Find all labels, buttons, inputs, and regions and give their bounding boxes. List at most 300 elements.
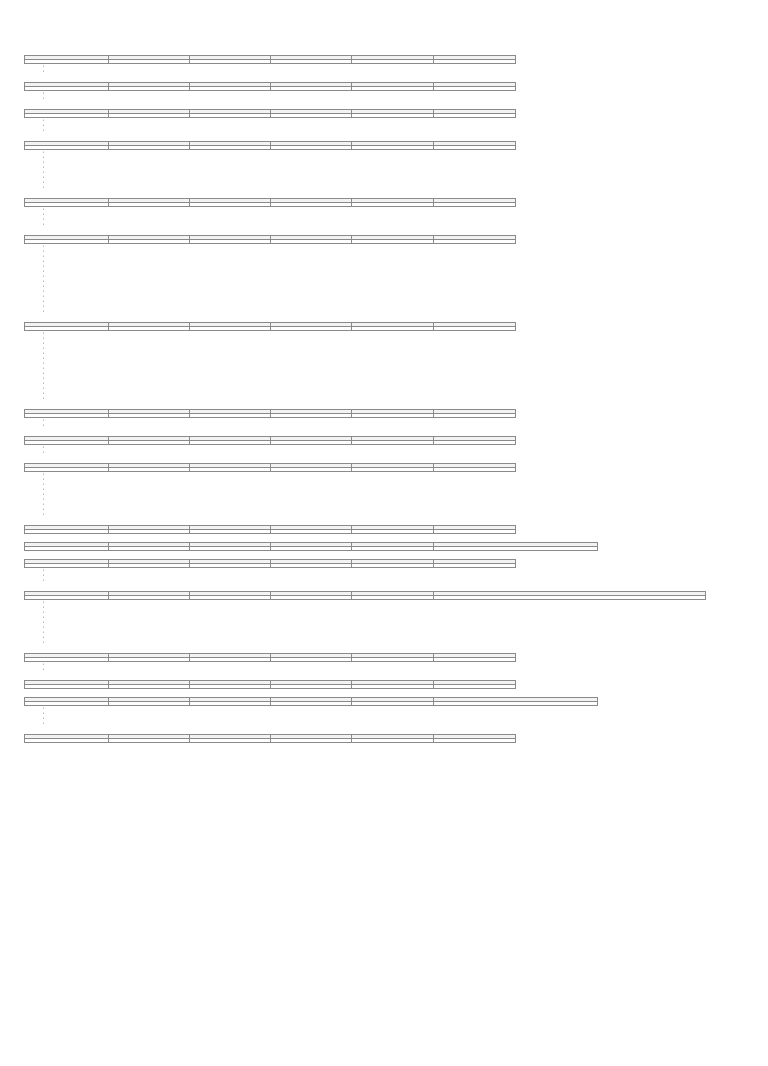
table-cell <box>352 468 434 472</box>
bullet-icon <box>42 166 45 169</box>
table-cell <box>190 547 271 551</box>
table-cell <box>190 60 271 64</box>
bullet-icon <box>42 392 45 395</box>
bullet-icon <box>42 181 45 184</box>
table-cell <box>352 685 434 689</box>
bullet-icon <box>42 161 45 164</box>
bullet-icon <box>42 245 45 248</box>
paragraph-line <box>24 856 394 863</box>
bullet-icon <box>42 300 45 303</box>
bullet-icon <box>42 362 45 365</box>
record-block <box>24 429 768 456</box>
table-cell <box>190 87 271 91</box>
notes-list <box>24 446 768 456</box>
notes-list <box>24 65 768 75</box>
bullet-icon <box>42 668 45 671</box>
paragraph-line <box>24 912 394 919</box>
table-cell <box>109 240 190 244</box>
table-cell <box>109 658 190 662</box>
record-heading <box>24 102 84 108</box>
record-heading <box>24 315 84 321</box>
bullet-icon <box>42 712 45 715</box>
notes-list <box>24 569 768 584</box>
paragraph-line <box>24 891 394 898</box>
table-cell <box>25 658 109 662</box>
paragraph-line <box>24 996 394 1003</box>
table-cell <box>25 547 109 551</box>
paragraph-line <box>24 828 394 835</box>
data-table <box>24 559 516 568</box>
data-table <box>24 680 516 689</box>
table-cell <box>109 414 190 418</box>
paragraph-line <box>24 870 394 877</box>
table-cell <box>25 530 109 534</box>
bullet-icon <box>42 387 45 390</box>
record-block <box>24 690 768 727</box>
table-cell <box>271 564 352 568</box>
bullet-icon <box>42 488 45 491</box>
table-cell <box>25 203 109 207</box>
notes-list <box>24 92 768 102</box>
table-cell <box>25 414 109 418</box>
bullet-icon <box>42 290 45 293</box>
paragraph-line <box>24 1045 394 1052</box>
data-table <box>24 409 516 418</box>
paragraph-line <box>24 863 394 870</box>
bullet-icon <box>42 255 45 258</box>
table-cell <box>25 87 109 91</box>
records-list <box>24 48 768 743</box>
table-cell <box>352 658 434 662</box>
record-block <box>24 518 768 534</box>
table-cell <box>271 702 352 706</box>
table-cell <box>109 530 190 534</box>
table-cell <box>109 468 190 472</box>
table-cell <box>352 441 434 445</box>
table-cell <box>434 60 516 64</box>
data-table <box>24 198 516 207</box>
table-cell <box>434 530 516 534</box>
table-cell <box>434 240 516 244</box>
table-cell <box>190 327 271 331</box>
bullet-icon <box>42 285 45 288</box>
paragraph-line <box>24 947 394 954</box>
record-heading <box>24 673 84 679</box>
table-cell <box>109 596 190 600</box>
record-block <box>24 646 768 673</box>
table-cell <box>109 114 190 118</box>
table-cell <box>25 240 109 244</box>
table-cell <box>352 564 434 568</box>
bullet-icon <box>42 717 45 720</box>
notes-list <box>24 151 768 191</box>
page-subtitle <box>24 14 354 40</box>
table-cell <box>352 60 434 64</box>
table-cell <box>190 203 271 207</box>
bullet-icon <box>42 119 45 122</box>
record-block <box>24 102 768 134</box>
table-cell <box>25 114 109 118</box>
table-row <box>25 114 516 118</box>
bullet-icon <box>42 663 45 666</box>
table-cell <box>271 530 352 534</box>
bullet-icon <box>42 616 45 619</box>
table-cell <box>434 739 516 743</box>
record-heading <box>24 228 84 234</box>
table-cell <box>434 327 516 331</box>
data-table <box>24 322 516 331</box>
notes-list <box>24 332 768 402</box>
table-cell <box>434 146 516 150</box>
bullet-icon <box>42 223 45 226</box>
data-table <box>24 235 516 244</box>
table-cell <box>352 114 434 118</box>
table-cell <box>190 240 271 244</box>
data-table <box>24 436 516 445</box>
bullet-icon <box>42 621 45 624</box>
table-cell <box>271 114 352 118</box>
record-block <box>24 552 768 584</box>
table-cell <box>434 114 516 118</box>
paragraph-line <box>24 884 394 891</box>
record-heading <box>24 584 84 590</box>
bullet-icon <box>42 569 45 572</box>
paragraph-line <box>24 842 394 849</box>
bullet-icon <box>42 508 45 511</box>
bullet-icon <box>42 641 45 644</box>
record-block <box>24 535 768 551</box>
record-block <box>24 315 768 402</box>
record-heading <box>24 535 84 541</box>
data-table <box>24 734 516 743</box>
notes-list <box>24 208 768 228</box>
paragraph-line <box>24 793 394 800</box>
table-cell <box>271 547 352 551</box>
paragraph-line <box>24 905 394 912</box>
bullet-icon <box>42 208 45 211</box>
paragraph-line <box>24 898 394 905</box>
paragraph-line <box>24 849 394 856</box>
table-cell <box>109 327 190 331</box>
table-row <box>25 60 516 64</box>
paragraph-line <box>24 835 394 842</box>
table-row <box>25 468 516 472</box>
table-cell <box>434 702 598 706</box>
table-cell <box>190 530 271 534</box>
bullet-icon <box>42 213 45 216</box>
record-heading <box>24 518 84 524</box>
bullet-icon <box>42 451 45 454</box>
bullet-icon <box>42 626 45 629</box>
paragraph-line <box>24 1024 394 1031</box>
data-table <box>24 141 516 150</box>
notes-list <box>24 119 768 134</box>
table-row <box>25 530 516 534</box>
table-cell <box>352 146 434 150</box>
bullet-icon <box>42 332 45 335</box>
data-table <box>24 697 598 706</box>
table-row <box>25 702 598 706</box>
table-cell <box>434 658 516 662</box>
bullet-icon <box>42 397 45 400</box>
record-block <box>24 134 768 191</box>
table-cell <box>190 564 271 568</box>
bullet-icon <box>42 265 45 268</box>
table-cell <box>25 60 109 64</box>
table-cell <box>352 327 434 331</box>
paragraph-line <box>24 1031 394 1038</box>
data-table <box>24 55 516 64</box>
bullet-icon <box>42 70 45 73</box>
table-cell <box>25 564 109 568</box>
record-heading <box>24 690 84 696</box>
record-heading <box>24 191 84 197</box>
table-cell <box>190 658 271 662</box>
paragraph-line <box>24 800 394 807</box>
table-cell <box>434 203 516 207</box>
bullet-icon <box>42 483 45 486</box>
table-cell <box>25 739 109 743</box>
table-cell <box>271 203 352 207</box>
table-cell <box>434 685 516 689</box>
table-cell <box>434 596 706 600</box>
table-cell <box>434 564 516 568</box>
table-cell <box>190 468 271 472</box>
paragraph-line <box>24 779 394 786</box>
paragraph-list <box>24 744 768 1066</box>
table-cell <box>434 441 516 445</box>
page-title <box>24 4 324 14</box>
notes-list <box>24 245 768 315</box>
table-cell <box>190 441 271 445</box>
record-block <box>24 673 768 689</box>
table-cell <box>271 596 352 600</box>
table-cell <box>352 702 434 706</box>
table-cell <box>352 240 434 244</box>
table-cell <box>352 203 434 207</box>
section-heading <box>24 40 254 48</box>
table-cell <box>352 547 434 551</box>
table-cell <box>352 596 434 600</box>
notes-list <box>24 663 768 673</box>
table-cell <box>109 702 190 706</box>
paragraph-line <box>24 989 394 996</box>
table-cell <box>190 146 271 150</box>
table-cell <box>271 468 352 472</box>
bullet-icon <box>42 498 45 501</box>
record-block <box>24 402 768 429</box>
bullet-icon <box>42 722 45 725</box>
bullet-icon <box>42 156 45 159</box>
record-block <box>24 456 768 518</box>
paragraph-line <box>24 1010 394 1017</box>
record-heading <box>24 75 84 81</box>
table-cell <box>25 702 109 706</box>
record-heading <box>24 552 84 558</box>
table-cell <box>271 60 352 64</box>
record-heading <box>24 48 84 54</box>
table-cell <box>25 327 109 331</box>
paragraph-line <box>24 926 394 933</box>
bullet-icon <box>42 250 45 253</box>
table-cell <box>109 203 190 207</box>
bullet-icon <box>42 636 45 639</box>
notes-list <box>24 419 768 429</box>
table-cell <box>434 547 598 551</box>
paragraph-line <box>24 933 394 940</box>
bullet-icon <box>42 601 45 604</box>
paragraph-line <box>24 1052 394 1059</box>
table-cell <box>109 739 190 743</box>
paragraph-line <box>24 786 394 793</box>
record-block <box>24 191 768 228</box>
table-cell <box>271 146 352 150</box>
table-cell <box>352 739 434 743</box>
table-cell <box>25 468 109 472</box>
record-heading <box>24 456 84 462</box>
table-row <box>25 739 516 743</box>
table-cell <box>352 530 434 534</box>
table-cell <box>271 658 352 662</box>
table-cell <box>25 685 109 689</box>
data-table <box>24 109 516 118</box>
bullet-icon <box>42 611 45 614</box>
bullet-icon <box>42 382 45 385</box>
paragraph-line <box>24 1059 394 1066</box>
paragraph-line <box>24 765 394 772</box>
bullet-icon <box>42 419 45 422</box>
bullet-icon <box>42 377 45 380</box>
bullet-icon <box>42 310 45 313</box>
record-block <box>24 584 768 646</box>
paragraph-line <box>24 975 394 982</box>
bullet-icon <box>42 337 45 340</box>
data-table <box>24 463 516 472</box>
data-table <box>24 591 706 600</box>
record-heading <box>24 134 84 140</box>
table-cell <box>271 685 352 689</box>
table-cell <box>190 739 271 743</box>
bullet-icon <box>42 186 45 189</box>
bullet-icon <box>42 65 45 68</box>
table-cell <box>25 441 109 445</box>
bullet-icon <box>42 124 45 127</box>
table-cell <box>271 87 352 91</box>
table-cell <box>25 596 109 600</box>
table-cell <box>271 327 352 331</box>
table-cell <box>190 685 271 689</box>
table-row <box>25 414 516 418</box>
bullet-icon <box>42 97 45 100</box>
bullet-icon <box>42 473 45 476</box>
record-block <box>24 75 768 102</box>
table-row <box>25 146 516 150</box>
data-table <box>24 525 516 534</box>
bullet-icon <box>42 92 45 95</box>
notes-list <box>24 707 768 727</box>
record-block <box>24 727 768 743</box>
table-cell <box>352 87 434 91</box>
bullet-icon <box>42 579 45 582</box>
data-table <box>24 82 516 91</box>
paragraph-line <box>24 744 394 751</box>
bullet-icon <box>42 295 45 298</box>
table-cell <box>109 441 190 445</box>
table-row <box>25 327 516 331</box>
table-cell <box>190 702 271 706</box>
data-table <box>24 542 598 551</box>
record-block <box>24 48 768 75</box>
bullet-icon <box>42 424 45 427</box>
notes-list <box>24 601 768 646</box>
table-cell <box>352 414 434 418</box>
table-cell <box>271 414 352 418</box>
record-heading <box>24 429 84 435</box>
bullet-icon <box>42 493 45 496</box>
bullet-icon <box>42 176 45 179</box>
table-cell <box>271 240 352 244</box>
bullet-icon <box>42 707 45 710</box>
bullet-icon <box>42 275 45 278</box>
table-row <box>25 87 516 91</box>
bullet-icon <box>42 218 45 221</box>
bullet-icon <box>42 574 45 577</box>
table-row <box>25 658 516 662</box>
table-cell <box>434 87 516 91</box>
table-cell <box>271 739 352 743</box>
bullet-icon <box>42 280 45 283</box>
paragraph-line <box>24 919 394 926</box>
table-cell <box>190 414 271 418</box>
paragraph-line <box>24 982 394 989</box>
bullet-icon <box>42 631 45 634</box>
paragraph-line <box>24 968 394 975</box>
paragraph-line <box>24 814 394 821</box>
paragraph-line <box>24 961 394 968</box>
bullet-icon <box>42 129 45 132</box>
table-cell <box>190 596 271 600</box>
record-heading <box>24 727 84 733</box>
paragraph-line <box>24 1017 394 1024</box>
bullet-icon <box>42 270 45 273</box>
bullet-icon <box>42 606 45 609</box>
bullet-icon <box>42 171 45 174</box>
bullet-icon <box>42 347 45 350</box>
bullet-icon <box>42 260 45 263</box>
table-cell <box>109 146 190 150</box>
record-heading <box>24 646 84 652</box>
paragraph-line <box>24 954 394 961</box>
table-cell <box>271 441 352 445</box>
paragraph-line <box>24 940 394 947</box>
notes-list <box>24 473 768 518</box>
bullet-icon <box>42 352 45 355</box>
bullet-icon <box>42 367 45 370</box>
paragraph-line <box>24 772 394 779</box>
bullet-icon <box>42 446 45 449</box>
paragraph-line <box>24 877 394 884</box>
table-cell <box>190 114 271 118</box>
record-block <box>24 228 768 315</box>
table-row <box>25 547 598 551</box>
table-cell <box>109 60 190 64</box>
table-cell <box>109 564 190 568</box>
bullet-icon <box>42 478 45 481</box>
bullet-icon <box>42 342 45 345</box>
table-cell <box>434 414 516 418</box>
paragraph-line <box>24 758 394 765</box>
paragraph-line <box>24 1003 394 1010</box>
